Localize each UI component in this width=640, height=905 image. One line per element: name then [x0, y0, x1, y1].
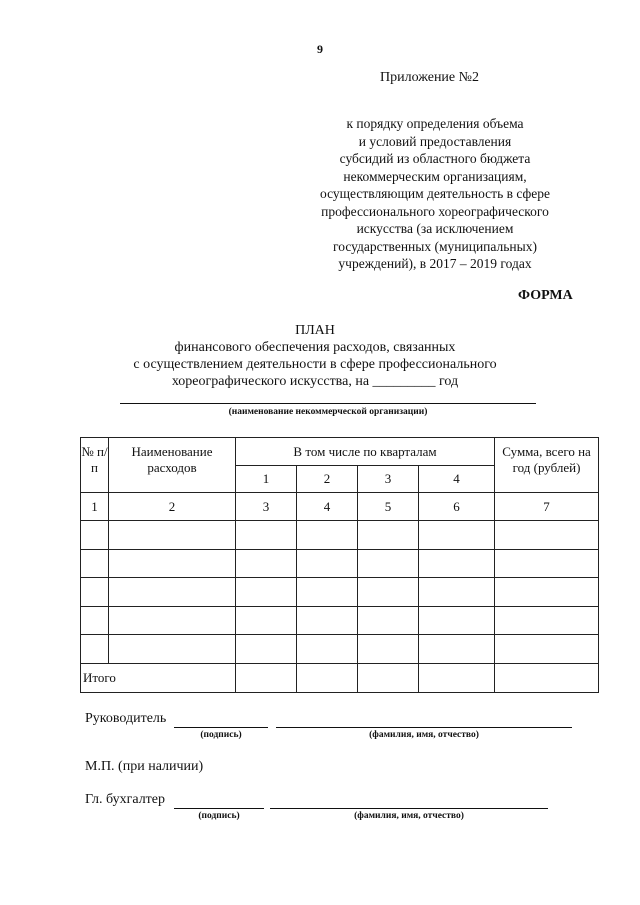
- table-cell[interactable]: [419, 578, 495, 607]
- table-cell[interactable]: [81, 635, 109, 664]
- org-name-caption: (наименование некоммерческой организации): [228, 407, 428, 417]
- column-number: 7: [495, 493, 599, 521]
- plan-line: финансового обеспечения расходов, связанных: [174, 340, 456, 355]
- table-row: [81, 549, 599, 578]
- table-cell[interactable]: [358, 606, 419, 635]
- director-name-line[interactable]: [276, 727, 572, 728]
- total-row: [81, 663, 599, 692]
- appendix-title: Приложение №2: [380, 70, 479, 85]
- table-cell[interactable]: [419, 549, 495, 578]
- table-cell[interactable]: [297, 521, 358, 550]
- table-cell[interactable]: [297, 578, 358, 607]
- order-description: [300, 115, 570, 273]
- table-cell[interactable]: [109, 635, 236, 664]
- table-cell[interactable]: [236, 635, 297, 664]
- order-line: учреждений), в 2017 – 2019 годах: [338, 256, 532, 271]
- accountant-signature-caption: (подпись): [198, 811, 240, 821]
- column-number: 4: [297, 493, 358, 521]
- header-number: № п/п: [81, 438, 109, 493]
- order-line: профессионального хореографического: [321, 203, 549, 219]
- plan-line: с осуществлением деятельности в сфере профессионального: [133, 357, 497, 372]
- expenses-table: [80, 437, 599, 693]
- column-number: 6: [419, 493, 495, 521]
- director-signature-caption: (подпись): [200, 730, 242, 740]
- table-cell[interactable]: [109, 606, 236, 635]
- table-cell[interactable]: [297, 663, 358, 692]
- column-number: 1: [81, 493, 109, 521]
- header-quarter-1: 1: [236, 466, 297, 493]
- table-cell[interactable]: [109, 521, 236, 550]
- table-cell[interactable]: [297, 606, 358, 635]
- table-cell[interactable]: [358, 549, 419, 578]
- order-line: субсидий из областного бюджета: [339, 151, 531, 166]
- accountant-signature-line[interactable]: [174, 808, 264, 809]
- table-cell[interactable]: [109, 549, 236, 578]
- column-number: 3: [236, 493, 297, 521]
- table-cell[interactable]: [495, 606, 599, 635]
- table-cell[interactable]: [495, 635, 599, 664]
- table-cell[interactable]: [236, 578, 297, 607]
- director-signature-line[interactable]: [174, 727, 268, 728]
- plan-title: ПЛАН: [295, 323, 335, 338]
- table-cell[interactable]: [358, 521, 419, 550]
- table-cell[interactable]: [81, 578, 109, 607]
- table-cell[interactable]: [81, 521, 109, 550]
- table-cell[interactable]: [297, 549, 358, 578]
- order-line: некоммерческим организациям,: [343, 168, 527, 184]
- table-cell[interactable]: [495, 663, 599, 692]
- table-cell[interactable]: [236, 606, 297, 635]
- table-cell[interactable]: [236, 663, 297, 692]
- plan-line: хореографического искусства, на _________ год: [171, 374, 459, 389]
- director-name-caption: (фамилия, имя, отчество): [369, 730, 479, 740]
- table-cell[interactable]: [81, 606, 109, 635]
- header-quarter-2: 2: [297, 466, 358, 493]
- order-line: государственных (муниципальных): [333, 238, 537, 254]
- column-numbers-row: [81, 493, 599, 521]
- table-row: [81, 635, 599, 664]
- plan-heading: [100, 322, 530, 390]
- table-row: [81, 606, 599, 635]
- accountant-name-line[interactable]: [270, 808, 548, 809]
- order-line: и условий предоставления: [358, 133, 512, 149]
- table-cell[interactable]: [109, 578, 236, 607]
- table-cell[interactable]: [236, 521, 297, 550]
- page-number: 9: [317, 42, 323, 56]
- table-cell[interactable]: [419, 663, 495, 692]
- table-cell[interactable]: [81, 549, 109, 578]
- header-quarter-4: 4: [419, 466, 495, 493]
- table-cell[interactable]: [495, 549, 599, 578]
- table-cell[interactable]: [236, 549, 297, 578]
- total-label: Итого: [81, 663, 236, 692]
- table-cell[interactable]: [358, 663, 419, 692]
- order-line: искусства (за исключением: [356, 221, 514, 236]
- director-label: Руководитель: [85, 711, 167, 726]
- stamp-label: М.П. (при наличии): [85, 759, 204, 774]
- column-number: 5: [358, 493, 419, 521]
- table-cell[interactable]: [495, 578, 599, 607]
- header-quarters: В том числе по кварталам: [236, 438, 495, 466]
- table-cell[interactable]: [358, 578, 419, 607]
- table-cell[interactable]: [495, 521, 599, 550]
- header-annual-sum: Сумма, всего на год (рублей): [495, 438, 599, 493]
- form-label: ФОРМА: [518, 288, 573, 303]
- order-line: осуществляющим деятельность в сфере: [319, 186, 550, 201]
- table-cell[interactable]: [297, 635, 358, 664]
- table-cell[interactable]: [419, 635, 495, 664]
- table-row: [81, 521, 599, 550]
- accountant-name-caption: (фамилия, имя, отчество): [354, 811, 464, 821]
- org-name-line[interactable]: [120, 403, 536, 404]
- order-line: к порядку определения объема: [346, 116, 524, 131]
- table-cell[interactable]: [419, 521, 495, 550]
- column-number: 2: [109, 493, 236, 521]
- table-cell[interactable]: [419, 606, 495, 635]
- header-quarter-3: 3: [358, 466, 419, 493]
- accountant-label: Гл. бухгалтер: [85, 792, 166, 807]
- header-expense-name: Наименование расходов: [109, 438, 236, 493]
- table-cell[interactable]: [358, 635, 419, 664]
- table-row: [81, 578, 599, 607]
